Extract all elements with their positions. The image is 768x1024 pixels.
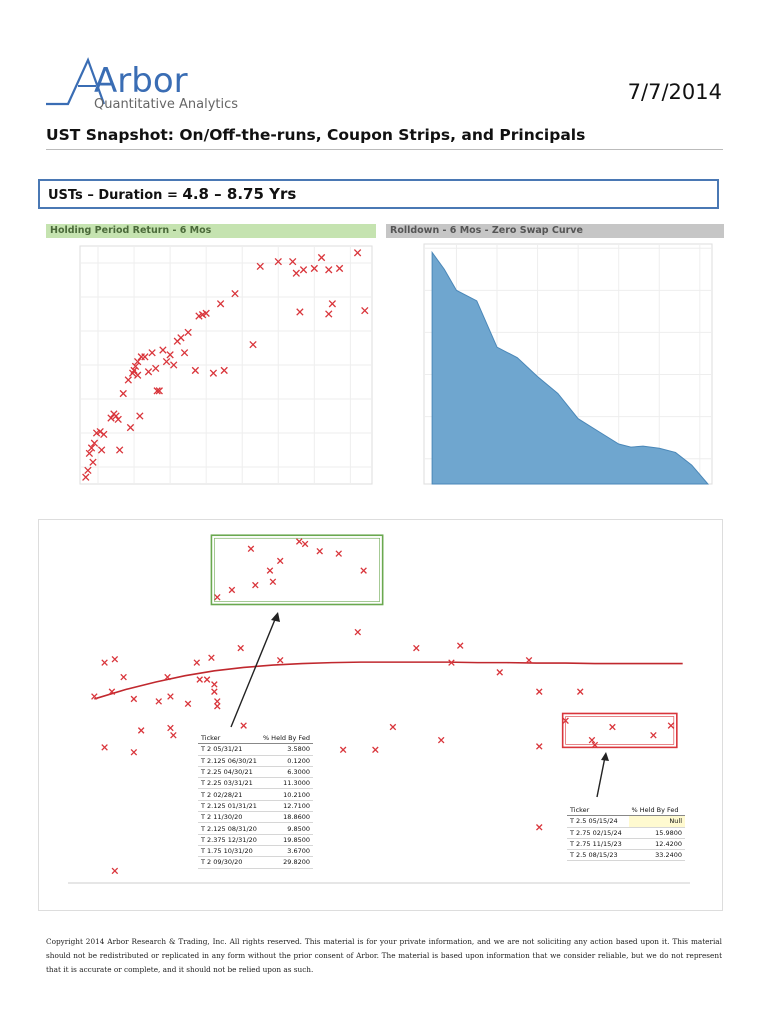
ticker-cell: T 1.75 10/31/20 <box>198 845 260 856</box>
table-row <box>198 778 313 789</box>
held-by-fed-cell: 12.7100 <box>260 800 313 811</box>
arbor-logo <box>44 48 294 114</box>
held-by-fed-cell: 3.6700 <box>260 845 313 856</box>
fed-holdings-table-cheap <box>198 733 313 869</box>
hpr-panel-title: Holding Period Return - 6 Mos <box>46 224 376 238</box>
ticker-cell: T 2.5 05/15/24 <box>567 816 629 827</box>
ticker-cell: T 2.125 01/31/21 <box>198 800 260 811</box>
table-row <box>567 827 685 838</box>
fed-holdings-table-rich <box>567 805 685 861</box>
logo-name: Arbor <box>94 61 188 101</box>
logo-subtitle: Quantitative Analytics <box>94 97 239 112</box>
range-value: 4.8 – 8.75 Yrs <box>182 185 297 203</box>
table-row <box>567 816 685 827</box>
table-header-row <box>567 805 685 816</box>
ticker-cell: T 2.125 06/30/21 <box>198 755 260 766</box>
table-row <box>198 744 313 755</box>
column-header-ticker: Ticker <box>198 733 260 744</box>
held-by-fed-cell: 19.8500 <box>260 834 313 845</box>
ticker-cell: T 2 11/30/20 <box>198 812 260 823</box>
held-by-fed-cell: 10.2100 <box>260 789 313 800</box>
page-title: UST Snapshot: On/Off-the-runs, Coupon Strips, and Principals <box>46 126 586 144</box>
ticker-cell: T 2.75 11/15/23 <box>567 838 629 849</box>
report-date: 7/7/2014 <box>627 80 722 104</box>
column-header-held-by-fed: % Held By Fed <box>629 805 685 816</box>
title-divider <box>46 149 723 150</box>
duration-range-box <box>38 179 719 209</box>
table-row <box>198 812 313 823</box>
table-row <box>198 766 313 777</box>
table-row <box>567 838 685 849</box>
held-by-fed-cell: 3.5800 <box>260 744 313 755</box>
table-row <box>198 800 313 811</box>
held-by-fed-cell: 15.9800 <box>629 827 685 838</box>
ticker-cell: T 2 09/30/20 <box>198 857 260 868</box>
table-row <box>198 823 313 834</box>
table-row <box>198 755 313 766</box>
ticker-cell: T 2.25 04/30/21 <box>198 766 260 777</box>
rolldown-panel-title: Rolldown - 6 Mos - Zero Swap Curve <box>386 224 724 238</box>
table-row <box>198 857 313 868</box>
held-by-fed-cell: 33.2400 <box>629 850 685 861</box>
column-header-ticker: Ticker <box>567 805 629 816</box>
ticker-cell: T 2.375 12/31/20 <box>198 834 260 845</box>
held-by-fed-cell: Null <box>629 816 685 827</box>
rolldown-area-chart <box>384 238 722 508</box>
held-by-fed-cell: 12.4200 <box>629 838 685 849</box>
range-label: USTs – Duration = <box>48 188 183 203</box>
column-header-held-by-fed: % Held By Fed <box>260 733 313 744</box>
held-by-fed-cell: 0.1200 <box>260 755 313 766</box>
ticker-cell: T 2 05/31/21 <box>198 744 260 755</box>
logo-mark-icon <box>44 48 294 114</box>
table-header-row <box>198 733 313 744</box>
table-row <box>567 850 685 861</box>
ticker-cell: T 2 02/28/21 <box>198 789 260 800</box>
held-by-fed-cell: 6.3000 <box>260 766 313 777</box>
table-row <box>198 834 313 845</box>
table-row <box>198 845 313 856</box>
held-by-fed-cell: 18.8600 <box>260 812 313 823</box>
held-by-fed-cell: 9.8500 <box>260 823 313 834</box>
held-by-fed-cell: 29.8200 <box>260 857 313 868</box>
ticker-cell: T 2.25 03/31/21 <box>198 778 260 789</box>
ticker-cell: T 2.125 08/31/20 <box>198 823 260 834</box>
table-row <box>198 789 313 800</box>
ticker-cell: T 2.75 02/15/24 <box>567 827 629 838</box>
copyright-footer: Copyright 2014 Arbor Research & Trading, Inc. All rights reserved. This material is for your private information, and we are not soliciting any action based upon it. This material should not be redistributed or replicated in any form without the prior consent of Arbor. The material is based upon information that we consider reliable, but we do not represent that it is accurate or complete, and it should not be relied upon as such. <box>46 937 722 974</box>
ticker-cell: T 2.5 08/15/23 <box>567 850 629 861</box>
held-by-fed-cell: 11.3000 <box>260 778 313 789</box>
hpr-scatter-chart <box>40 238 380 508</box>
